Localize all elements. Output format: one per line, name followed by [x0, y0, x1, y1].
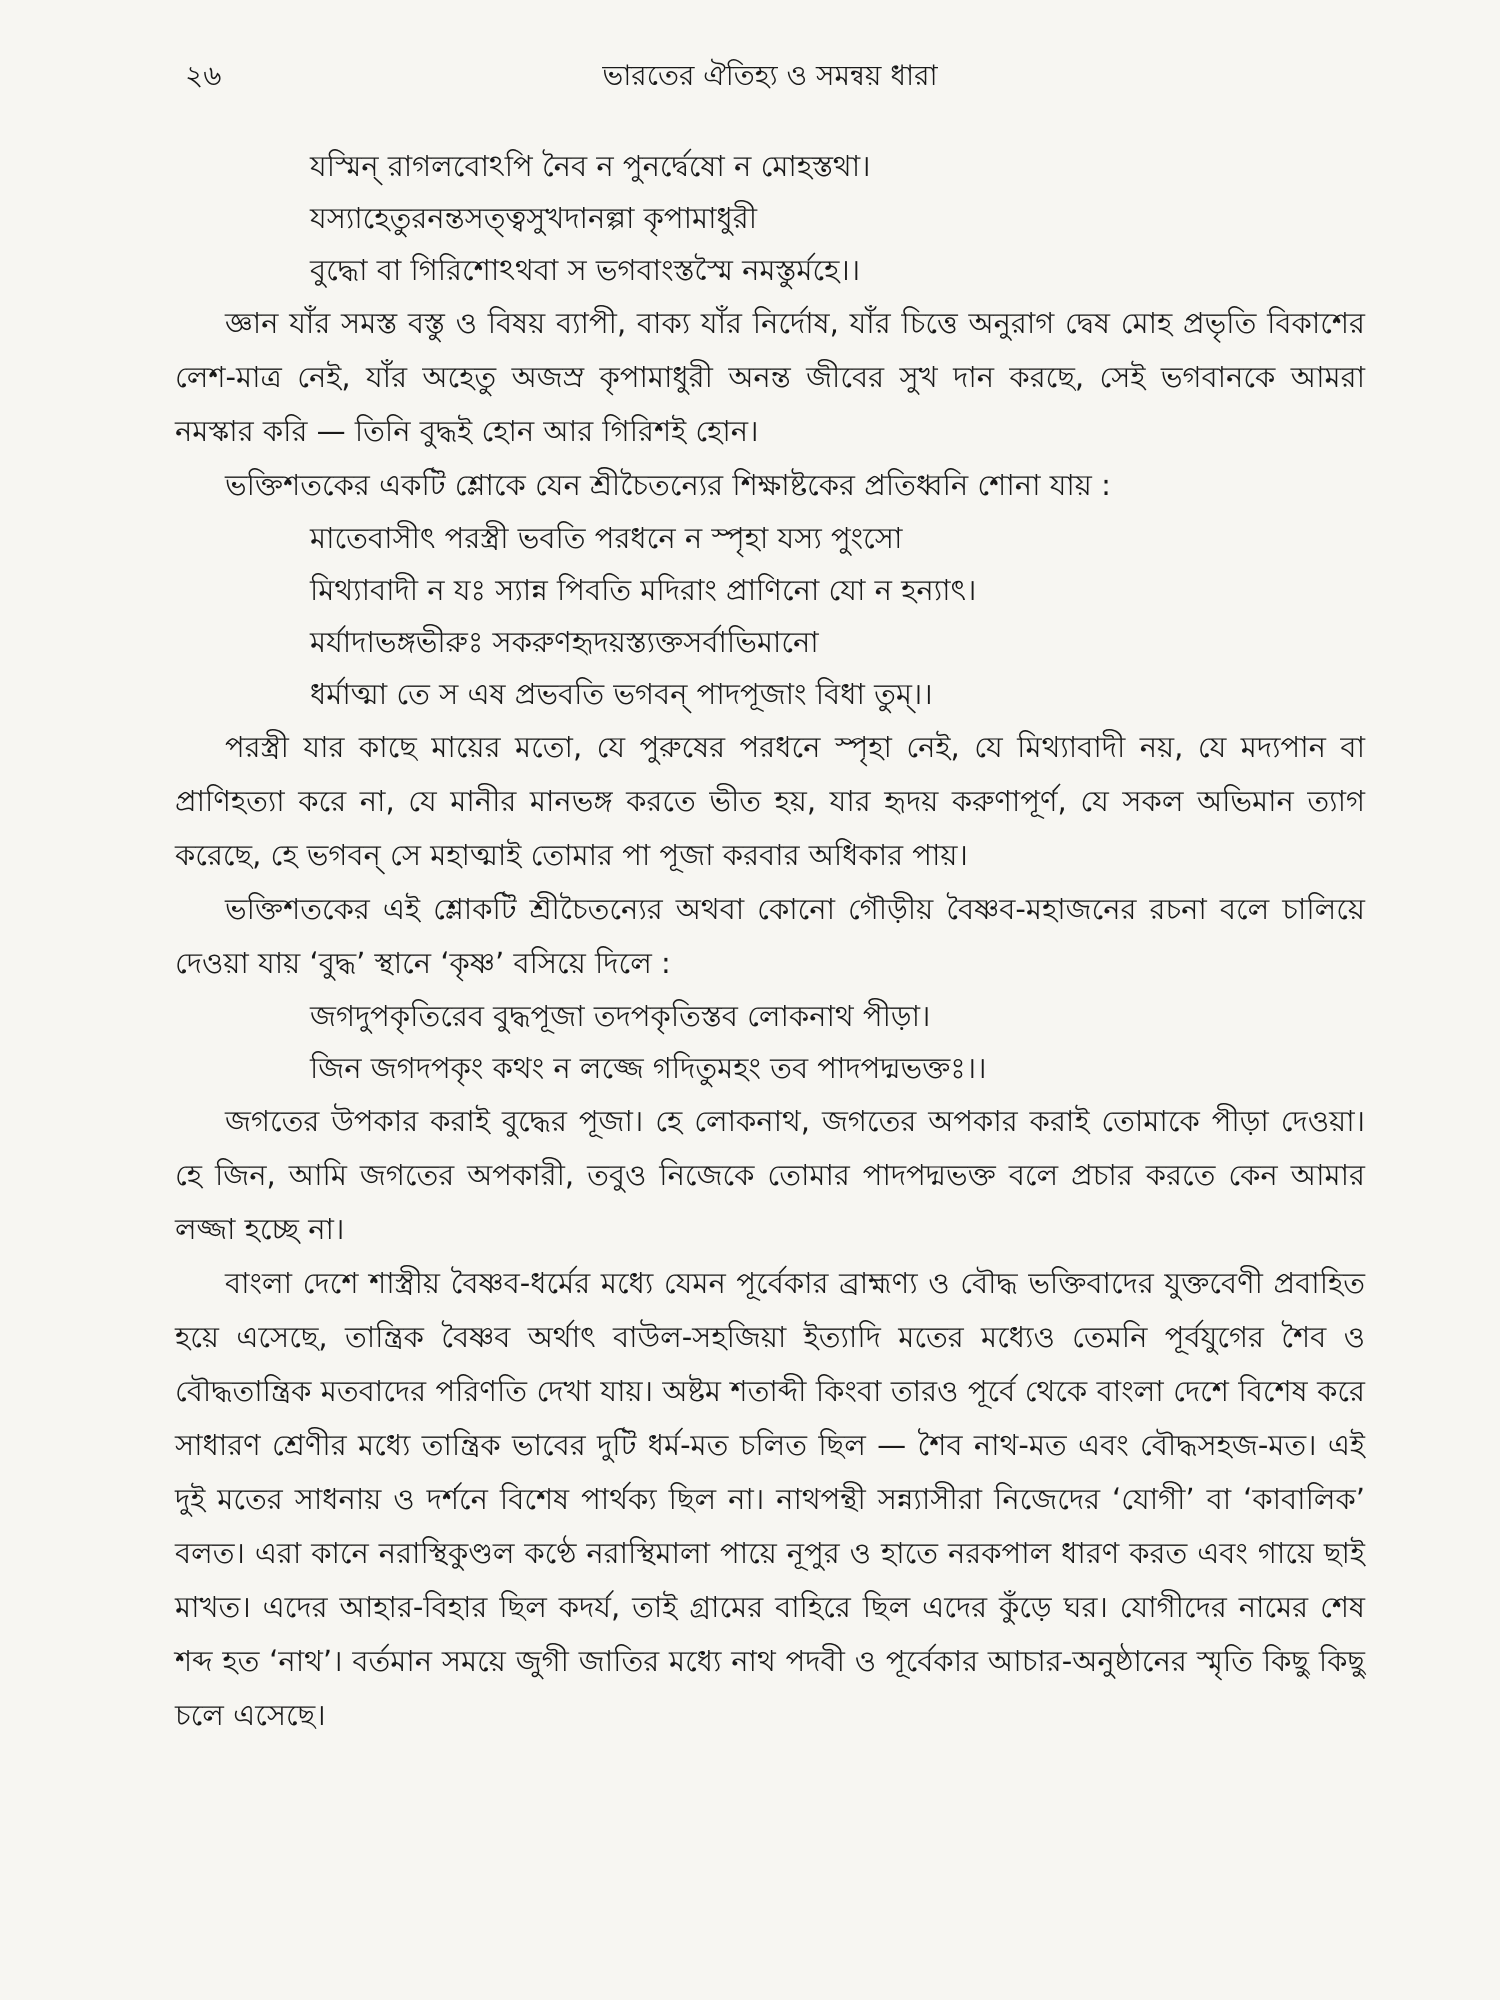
page-number: ২৬ — [185, 59, 222, 92]
verse-block-2 — [310, 512, 1365, 720]
verse-line: যস্যাহেতুরনন্তসত্ত্বসুখদানল্পা কৃপামাধুরী — [310, 201, 758, 235]
verse-line: ধর্মাত্মা তে স এষ প্রভবতি ভগবন্ পাদপূজাং বিধা তুম্।। — [310, 677, 933, 711]
paragraph: ভক্তিশতকের একটি শ্লোকে যেন শ্রীচৈতন্যের শিক্ষাষ্টকের প্রতিধ্বনি শোনা যায় : — [225, 468, 1111, 502]
paragraph: জ্ঞান যাঁর সমস্ত বস্তু ও বিষয় ব্যাপী, বাক্য যাঁর নির্দোষ, যাঁর চিত্তে অনুরাগ দ্বেষ মোহ প্রভৃতি বিকাশের লেশ-মাত্র নেই, যাঁর অহেতু অজস্র কৃপামাধুরী অনন্ত জীবের সুখ দান করছে, সেই ভগবানকে আমরা নমস্কার করি — তিনি বুদ্ধই হোন আর গিরিশই হোন। — [175, 306, 1365, 448]
verse-block-1 — [310, 140, 1365, 296]
paragraph: ভক্তিশতকের এই শ্লোকটি শ্রীচৈতন্যের অথবা কোনো গৌড়ীয় বৈষ্ণব-মহাজনের রচনা বলে চালিয়ে দেওয়া যায় ‘বুদ্ধ’ স্থানে ‘কৃষ্ণ’ বসিয়ে দিলে : — [175, 892, 1365, 980]
verse-line: বুদ্ধো বা গিরিশোঽথবা স ভগবাংস্তস্মৈ নমস্তুর্মহে।। — [310, 253, 861, 287]
page-header — [175, 48, 1365, 98]
verse-line: জিন জগদপকৃং কথং ন লজ্জে গদিতুমহং তব পাদপদ্মভক্তঃ।। — [310, 1051, 987, 1085]
verse-block-3 — [310, 990, 1365, 1094]
verse-line: মাতেবাসীৎ পরস্ত্রী ভবতি পরধনে ন স্পৃহা যস্য পুংসো — [310, 521, 903, 555]
verse-line: যস্মিন্ রাগলবোঽপি নৈব ন পুনর্দ্বেষো ন মোহস্তথা। — [310, 149, 871, 183]
paragraph: পরস্ত্রী যার কাছে মায়ের মতো, যে পুরুষের পরধনে স্পৃহা নেই, যে মিথ্যাবাদী নয়, যে মদ্যপান বা প্রাণিহত্যা করে না, যে মানীর মানভঙ্গ করতে ভীত হয়, যার হৃদয় করুণাপূর্ণ, যে সকল অভিমান ত্যাগ করেছে, হে ভগবন্ সে মহাত্মাই তোমার পা পূজা করবার অধিকার পায়। — [175, 730, 1365, 872]
verse-line: মর্যাদাভঙ্গভীরুঃ সকরুণহৃদয়স্ত্যক্তসর্বাভিমানো — [310, 625, 819, 659]
paragraph: বাংলা দেশে শাস্ত্রীয় বৈষ্ণব-ধর্মের মধ্যে যেমন পূর্বেকার ব্রাহ্মণ্য ও বৌদ্ধ ভক্তিবাদের যুক্তবেণী প্রবাহিত হয়ে এসেছে, তান্ত্রিক বৈষ্ণব অর্থাৎ বাউল-সহজিয়া ইত্যাদি মতের মধ্যেও তেমনি পূর্বযুগের শৈব ও বৌদ্ধতান্ত্রিক মতবাদের পরিণতি দেখা যায়। অষ্টম শতাব্দী কিংবা তারও পূর্বে থেকে বাংলা দেশে বিশেষ করে সাধারণ শ্রেণীর মধ্যে তান্ত্রিক ভাবের দুটি ধর্ম-মত চলিত ছিল — শৈব নাথ-মত এবং বৌদ্ধসহজ-মত। এই দুই মতের সাধনায় ও দর্শনে বিশেষ পার্থক্য ছিল না। নাথপন্থী সন্ন্যাসীরা নিজেদের ‘যোগী’ বা ‘কাবালিক’ বলত। এরা কানে নরাস্থিকুণ্ডল কণ্ঠে নরাস্থিমালা পায়ে নূপুর ও হাতে নরকপাল ধারণ করত এবং গায়ে ছাই মাখত। এদের আহার-বিহার ছিল কদর্য, তাই গ্রামের বাহিরে ছিল এদের কুঁড়ে ঘর। যোগীদের নামের শেষ শব্দ হত ‘নাথ’। বর্তমান সময়ে জুগী জাতির মধ্যে নাথ পদবী ও পূর্বেকার আচার-অনুষ্ঠানের স্মৃতি কিছু কিছু চলে এসেছে। — [175, 1266, 1365, 1732]
verse-line: মিথ্যাবাদী ন যঃ স্যান্ন পিবতি মদিরাং প্রাণিনো যো ন হন্যাৎ। — [310, 573, 977, 607]
body-text — [175, 140, 1365, 1742]
running-title: ভারতের ঐতিহ্য ও সমন্বয় ধারা — [602, 59, 938, 92]
paragraph: জগতের উপকার করাই বুদ্ধের পূজা। হে লোকনাথ, জগতের অপকার করাই তোমাকে পীড়া দেওয়া। হে জিন, আমি জগতের অপকারী, তবুও নিজেকে তোমার পাদপদ্মভক্ত বলে প্রচার করতে কেন আমার লজ্জা হচ্ছে না। — [175, 1104, 1365, 1246]
verse-line: জগদুপকৃতিরেব বুদ্ধপূজা তদপকৃতিস্তব লোকনাথ পীড়া। — [310, 999, 931, 1033]
